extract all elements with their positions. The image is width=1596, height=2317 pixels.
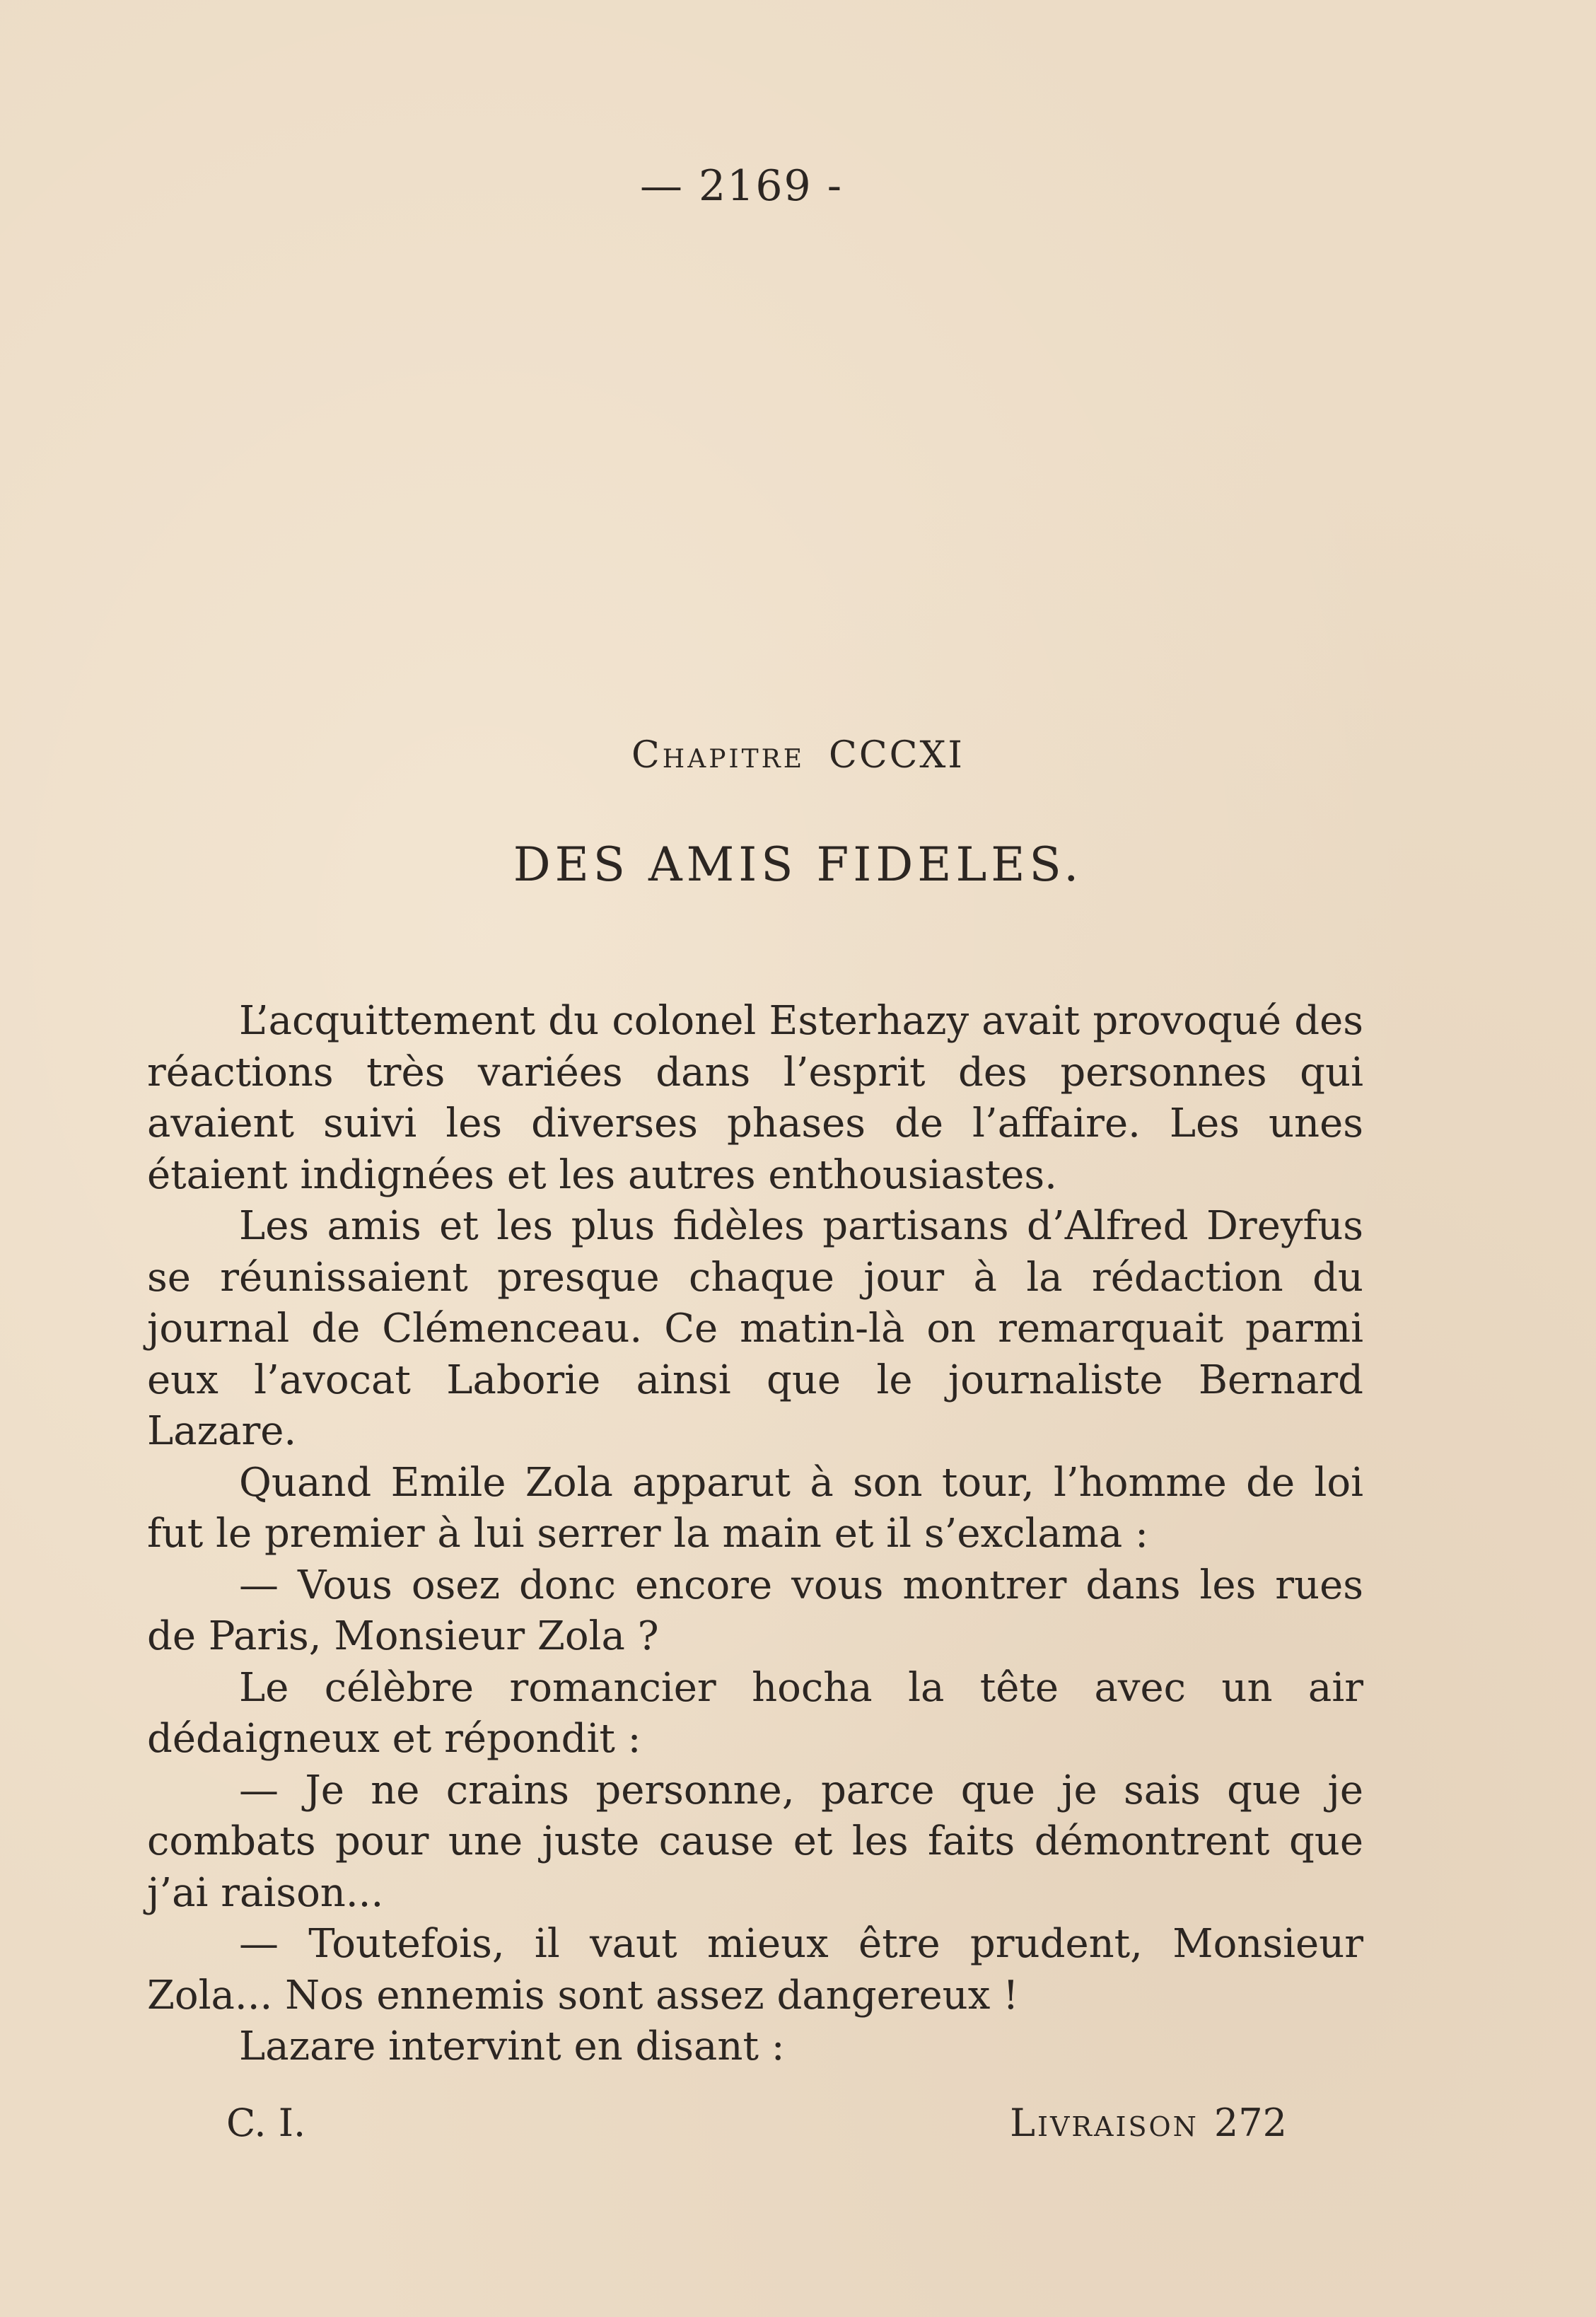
paragraph: — Vous osez donc encore vous montrer dans les rues de Paris, Monsieur Zola ? [147,1562,1363,1659]
paragraph: — Toutefois, il vaut mieux être prudent, Monsieur Zola... Nos ennemis sont assez dangereux ! [147,1921,1363,2019]
body-text [147,996,1363,2073]
paragraph: Le célèbre romancier hocha la tête avec un air dédaigneux et répondit : [147,1664,1363,1762]
footer-signature: C. I. [226,2101,306,2145]
paragraph: Les amis et les plus fidèles partisans d’Alfred Dreyfus se réunissaient presque chaque jour à la rédaction du journal de Clémenceau. Ce matin-là on remarquait parmi eux l’avocat Laborie ainsi que le journaliste Bernard Lazare. [147,1203,1363,1454]
livraison-label: Livraison [1010,2101,1199,2145]
paragraph: — Je ne crains personne, parce que je sais que je combats pour une juste cause et les faits démontrent que j’ai raison... [147,1767,1363,1916]
chapter-heading [0,734,1596,777]
chapter-number: CCCXI [829,734,965,777]
page-number: — 2169 - [639,161,844,211]
paragraph: L’acquittement du colonel Esterhazy avait provoqué des réactions très variées dans l’esprit des personnes qui avaient suivi les diverses phases de l’affaire. Les unes étaient indignées et les autres enthousiastes. [147,998,1363,1198]
chapter-label: Chapitre [631,734,805,777]
footer-livraison [1010,2101,1287,2145]
paragraph: Quand Emile Zola apparut à son tour, l’homme de loi fut le premier à lui serrer la main et il s’exclama : [147,1459,1363,1557]
chapter-title: DES AMIS FIDELES. [513,837,1083,892]
page-footer [226,2101,1287,2145]
paragraph: Lazare intervint en disant : [239,2023,785,2069]
livraison-number: 272 [1213,2101,1287,2145]
